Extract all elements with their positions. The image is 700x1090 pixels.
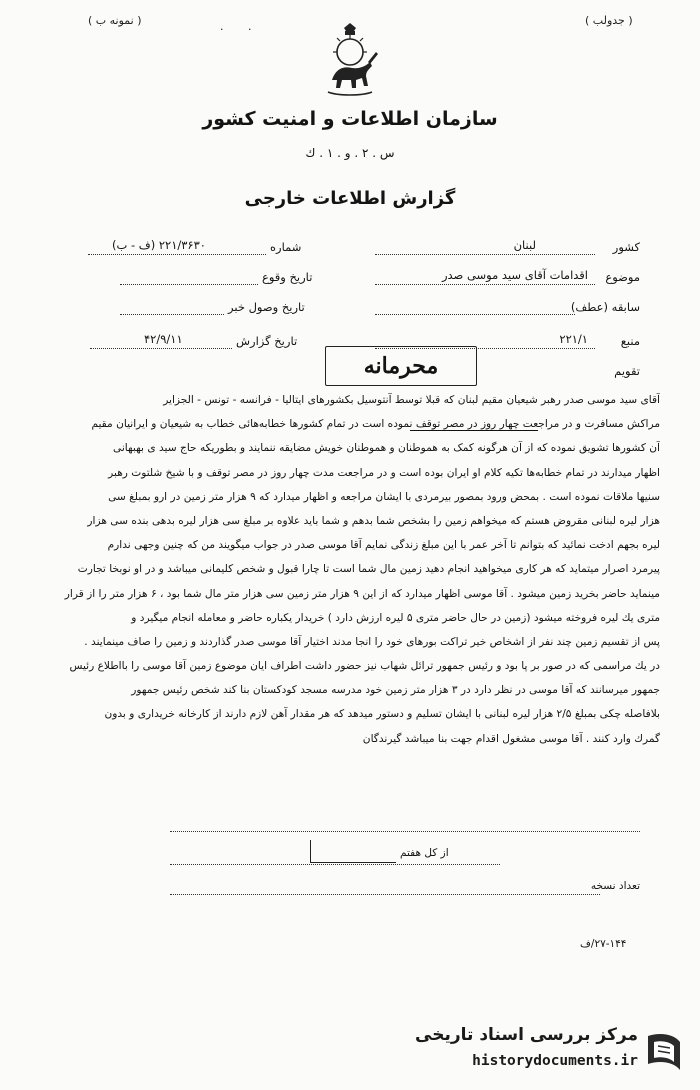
handwritten-underline	[410, 430, 538, 431]
precedent-label: سابقه (عطف)	[570, 300, 640, 314]
receipt-date-label: تاریخ وصول خبر	[228, 300, 305, 314]
body-line: پیرمرد اصرار میتماید که هر کاری میخواهید انجام دهید زمین مال شما است تا چارا قبول و شخص کلیمانی میباشد و در او نوبخا تجارت	[77, 563, 660, 576]
event-date-label: تاریخ وقوع	[262, 270, 313, 284]
source-value: ۲۲۱/۱	[555, 332, 592, 346]
report-date-value: ۴۲/۹/۱۱	[140, 332, 187, 346]
top-dot-marks: . .	[220, 20, 252, 33]
report-date-label: تاریخ گزارش	[236, 334, 298, 348]
attachment-label: از کل هفتم	[400, 847, 449, 859]
subject-value: اقدامات آقای سید موسی صدر	[438, 268, 592, 282]
precedent-line	[375, 313, 575, 315]
number-value: ۲۲۱/۳۶۳۰ (ف - ب)	[108, 238, 210, 252]
organization-name: سازمان اطلاعات و امنیت کشور	[202, 108, 498, 130]
event-date-line	[120, 283, 258, 285]
body-line: بلافاصله چکی بمبلغ ۲/۵ هزار لیره لبنانی با ایشان تسلیم و دستور میدهد که هر مقدار آهن لازم دارند از کارخانه خریداری و بدون	[104, 708, 660, 721]
number-line	[88, 253, 266, 255]
body-line: آن کشورها تشویق نموده که از آن هرگونه کمک به هموطنان و هموطنان خویش مضایقه ننمایند و بطوریکه حاج سید ی بهبهانی	[113, 442, 660, 455]
country-line	[375, 253, 595, 255]
body-line: هزار لیره لبنانی مقروض هستم که میخواهم زمین را بشخص شما بدهم و شما باید علاوه بر مبلغ سی هزار لیره بدهی بنده سی هزار	[87, 514, 660, 527]
report-date-line	[90, 347, 232, 349]
watermark-url: historydocuments.ir	[472, 1053, 638, 1069]
subject-label: موضوع	[605, 270, 640, 284]
document-code: س . ۲ . و . ۱ . ك	[305, 146, 395, 160]
reference-number: ۲۷-۱۴۴/ف	[580, 938, 627, 950]
attachment-line	[170, 863, 500, 865]
attachment-box	[310, 840, 396, 863]
body-line: گمرك وارد کنند . آقا موسی مشغول اقدام جهت بنا میباشد گیرندگان	[362, 732, 660, 745]
watermark-persian: مرکز بررسی اسناد تاریخی	[415, 1025, 638, 1045]
confidential-stamp: محرمانه	[325, 346, 477, 386]
body-line: اظهار میدارند در تمام خطابه‌ها تکیه کلام او ایران بوده است و در مراجعت مدت چهار روز در مصر توقف و با شیخ شلتوت رهبر	[108, 466, 660, 479]
book-scroll-icon	[640, 1028, 688, 1076]
copies-line	[170, 893, 600, 895]
copies-label: تعداد نسخه	[590, 880, 640, 892]
country-value: لبنان	[510, 238, 540, 252]
body-line: سنیها ملاقات نموده است . بمحض ورود بمصور بیرمردی با ایشان مراجعه و اظهار میدارد که ۹ هزار متر زمین در ارو بمبلغ سی	[108, 490, 660, 503]
table-label: ( جدولب )	[585, 14, 633, 27]
body-line: آقای سید موسی صدر رهبر شیعیان مقیم لبنان که قبلا توسط آنتوسیل بکشورهای ایتالیا - فرانسه - تونس - الجزایر	[163, 394, 660, 406]
sample-type-label: ( نمونه ب )	[88, 14, 142, 27]
body-line: در یك مراسمی که در صور بر پا بود و رئیس جمهور ترائل شهاب نیز حضور داشت اطراف ایان موضوع زمین آقا موسی را بااطلاع رئیس	[69, 660, 660, 673]
body-line: مراکش مسافرت و در مراجعت چهار روز در مصر توقف نموده است در تمام کشورها خطابه‌هائی خطاب به شیعیان و ایرانیان مقیم	[91, 418, 660, 431]
lion-and-sun-emblem-icon	[318, 22, 382, 100]
source-label: منبع	[620, 334, 640, 348]
body-line: پس از تقسیم زمین چند نفر از اشخاص خیر تراکت بورهای خود را انجا مدند اختیار آقا موسی صدر گذاردند و زمین را صاف مینمایند .	[84, 635, 660, 648]
report-body	[40, 388, 660, 751]
body-line: جمهور میرسانند که آقا موسی در نظر دارد در ۳ هزار متر زمین خود مدرسه مسجد کودکستان بنا کند شخص رئیس جمهور	[131, 684, 660, 697]
subject-line	[375, 283, 595, 285]
body-line: لیره بجهم ادخت نمائید که بتوانم تا آخر عمر با این مبلغ زندگی نمایم آقا موسی صدر در جواب میگویند من که چنین وجهی ندارم	[107, 539, 660, 552]
body-line: متری یك لیره فروخته میشود (زمین در حال حاضر متری ۵ لیره ارزش دارد ) خریدار یکباره حاضر و معامله انجام میگیرد و	[131, 611, 660, 624]
report-title: گزارش اطلاعات خارجی	[244, 188, 456, 209]
evaluation-label: تقویم	[614, 364, 640, 378]
number-label: شماره	[270, 240, 302, 254]
country-label: کشور	[612, 240, 640, 254]
receipt-date-line	[120, 313, 224, 315]
recipients-line	[170, 830, 640, 832]
body-line: مینماید حاضر بخرید زمین میشود . آقا موسی اظهار میدارد که از این ۹ هزار متر زمین سی هزار متر مال شما بود ، ۶ هزار متر را از قرار	[64, 587, 660, 600]
